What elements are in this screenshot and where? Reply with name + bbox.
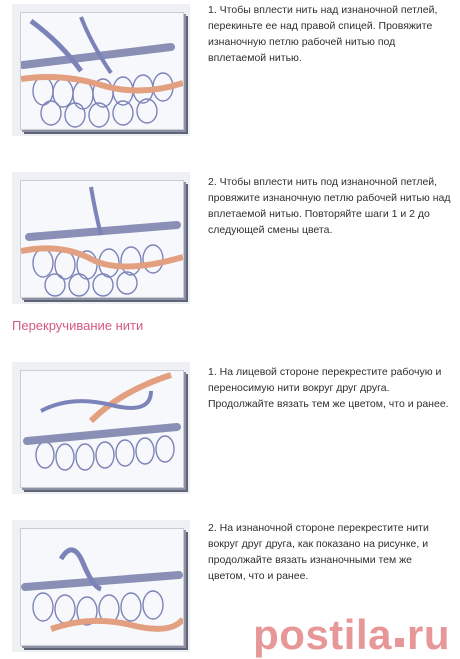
step-1-caption: 1. Чтобы вплести нить над изнаночной петлей, перекиньте ее над правой спицей. Провяжите изнаночную петлю рабочей нитью под вплетаемой нитью. (208, 4, 438, 64)
step-4-caption: 2. На изнаночной стороне перекрестите нити вокруг друг друга, как показано на рисунке, и продолжайте вязать изнаночными тем же цветом, что и ранее. (208, 522, 429, 582)
illustration-twist-front (12, 362, 190, 494)
watermark-dot (395, 638, 404, 647)
illustration-weave-over (12, 4, 190, 136)
step-2-caption: 2. Чтобы вплести нить под изнаночной петлей, провяжите изнаночную петлю рабочей нитью над вплетаемой нитью. Повторяйте шаги 1 и 2 до следующей смены цвета. (208, 176, 451, 236)
illustration-twist-back (12, 520, 190, 652)
watermark-left: postila (253, 611, 392, 658)
watermark-right: ru (407, 611, 450, 658)
illustration-weave-under (12, 172, 190, 304)
section-heading: Перекручивание нити (12, 318, 144, 333)
watermark-logo (253, 611, 450, 659)
step-3-caption: 1. На лицевой стороне перекрестите рабочую и переносимую нити вокруг друг друга. Продолжайте вязать тем же цветом, что и ранее. (208, 366, 449, 410)
